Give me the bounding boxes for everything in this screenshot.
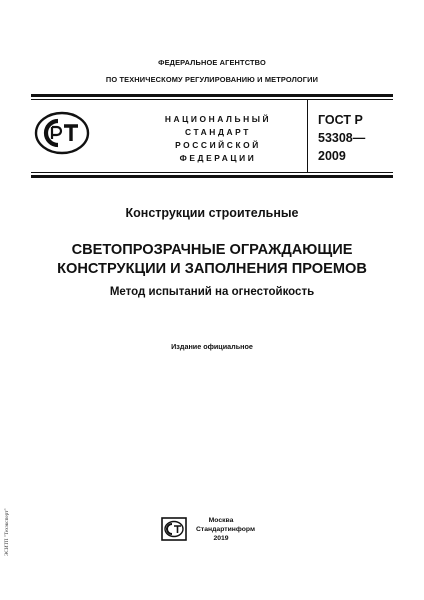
standartinform-logo-icon bbox=[161, 517, 187, 541]
bottom-rule-thin bbox=[31, 172, 393, 173]
side-watermark-text: ЭСИТП "Техэксперт" bbox=[4, 508, 10, 556]
national-standard-line-4: ФЕДЕРАЦИИ bbox=[179, 153, 257, 163]
agency-line-2: ПО ТЕХНИЧЕСКОМУ РЕГУЛИРОВАНИЮ И МЕТРОЛОГИИ bbox=[105, 75, 319, 84]
publisher-year: 2019 bbox=[213, 535, 229, 542]
national-standard-line-3: РОССИЙСКОЙ bbox=[175, 140, 261, 150]
top-rule bbox=[31, 94, 393, 97]
national-standard-line-2: СТАНДАРТ bbox=[185, 127, 251, 137]
rst-emblem-icon bbox=[34, 111, 90, 155]
top-rule-thin bbox=[31, 99, 393, 100]
national-standard-line-1: НАЦИОНАЛЬНЫЙ bbox=[164, 114, 272, 124]
document-subtitle: Конструкции строительные bbox=[125, 206, 299, 220]
publisher-city: Москва bbox=[208, 517, 234, 524]
gost-year: 2009 bbox=[318, 149, 346, 163]
document-method: Метод испытаний на огнестойкость bbox=[109, 286, 315, 298]
document-title-line-1: СВЕТОПРОЗРАЧНЫЕ ОГРАЖДАЮЩИЕ bbox=[71, 242, 353, 258]
gost-label: ГОСТ Р bbox=[318, 113, 363, 127]
standard-divider bbox=[307, 100, 308, 172]
gost-number: 53308— bbox=[318, 131, 366, 145]
agency-line-1: ФЕДЕРАЛЬНОЕ АГЕНТСТВО bbox=[158, 58, 266, 67]
publisher-name: Стандартинформ bbox=[196, 526, 255, 533]
edition-note: Издание официальное bbox=[171, 342, 253, 351]
bottom-rule bbox=[31, 175, 393, 178]
document-title-line-2: КОНСТРУКЦИИ И ЗАПОЛНЕНИЯ ПРОЕМОВ bbox=[57, 261, 367, 277]
